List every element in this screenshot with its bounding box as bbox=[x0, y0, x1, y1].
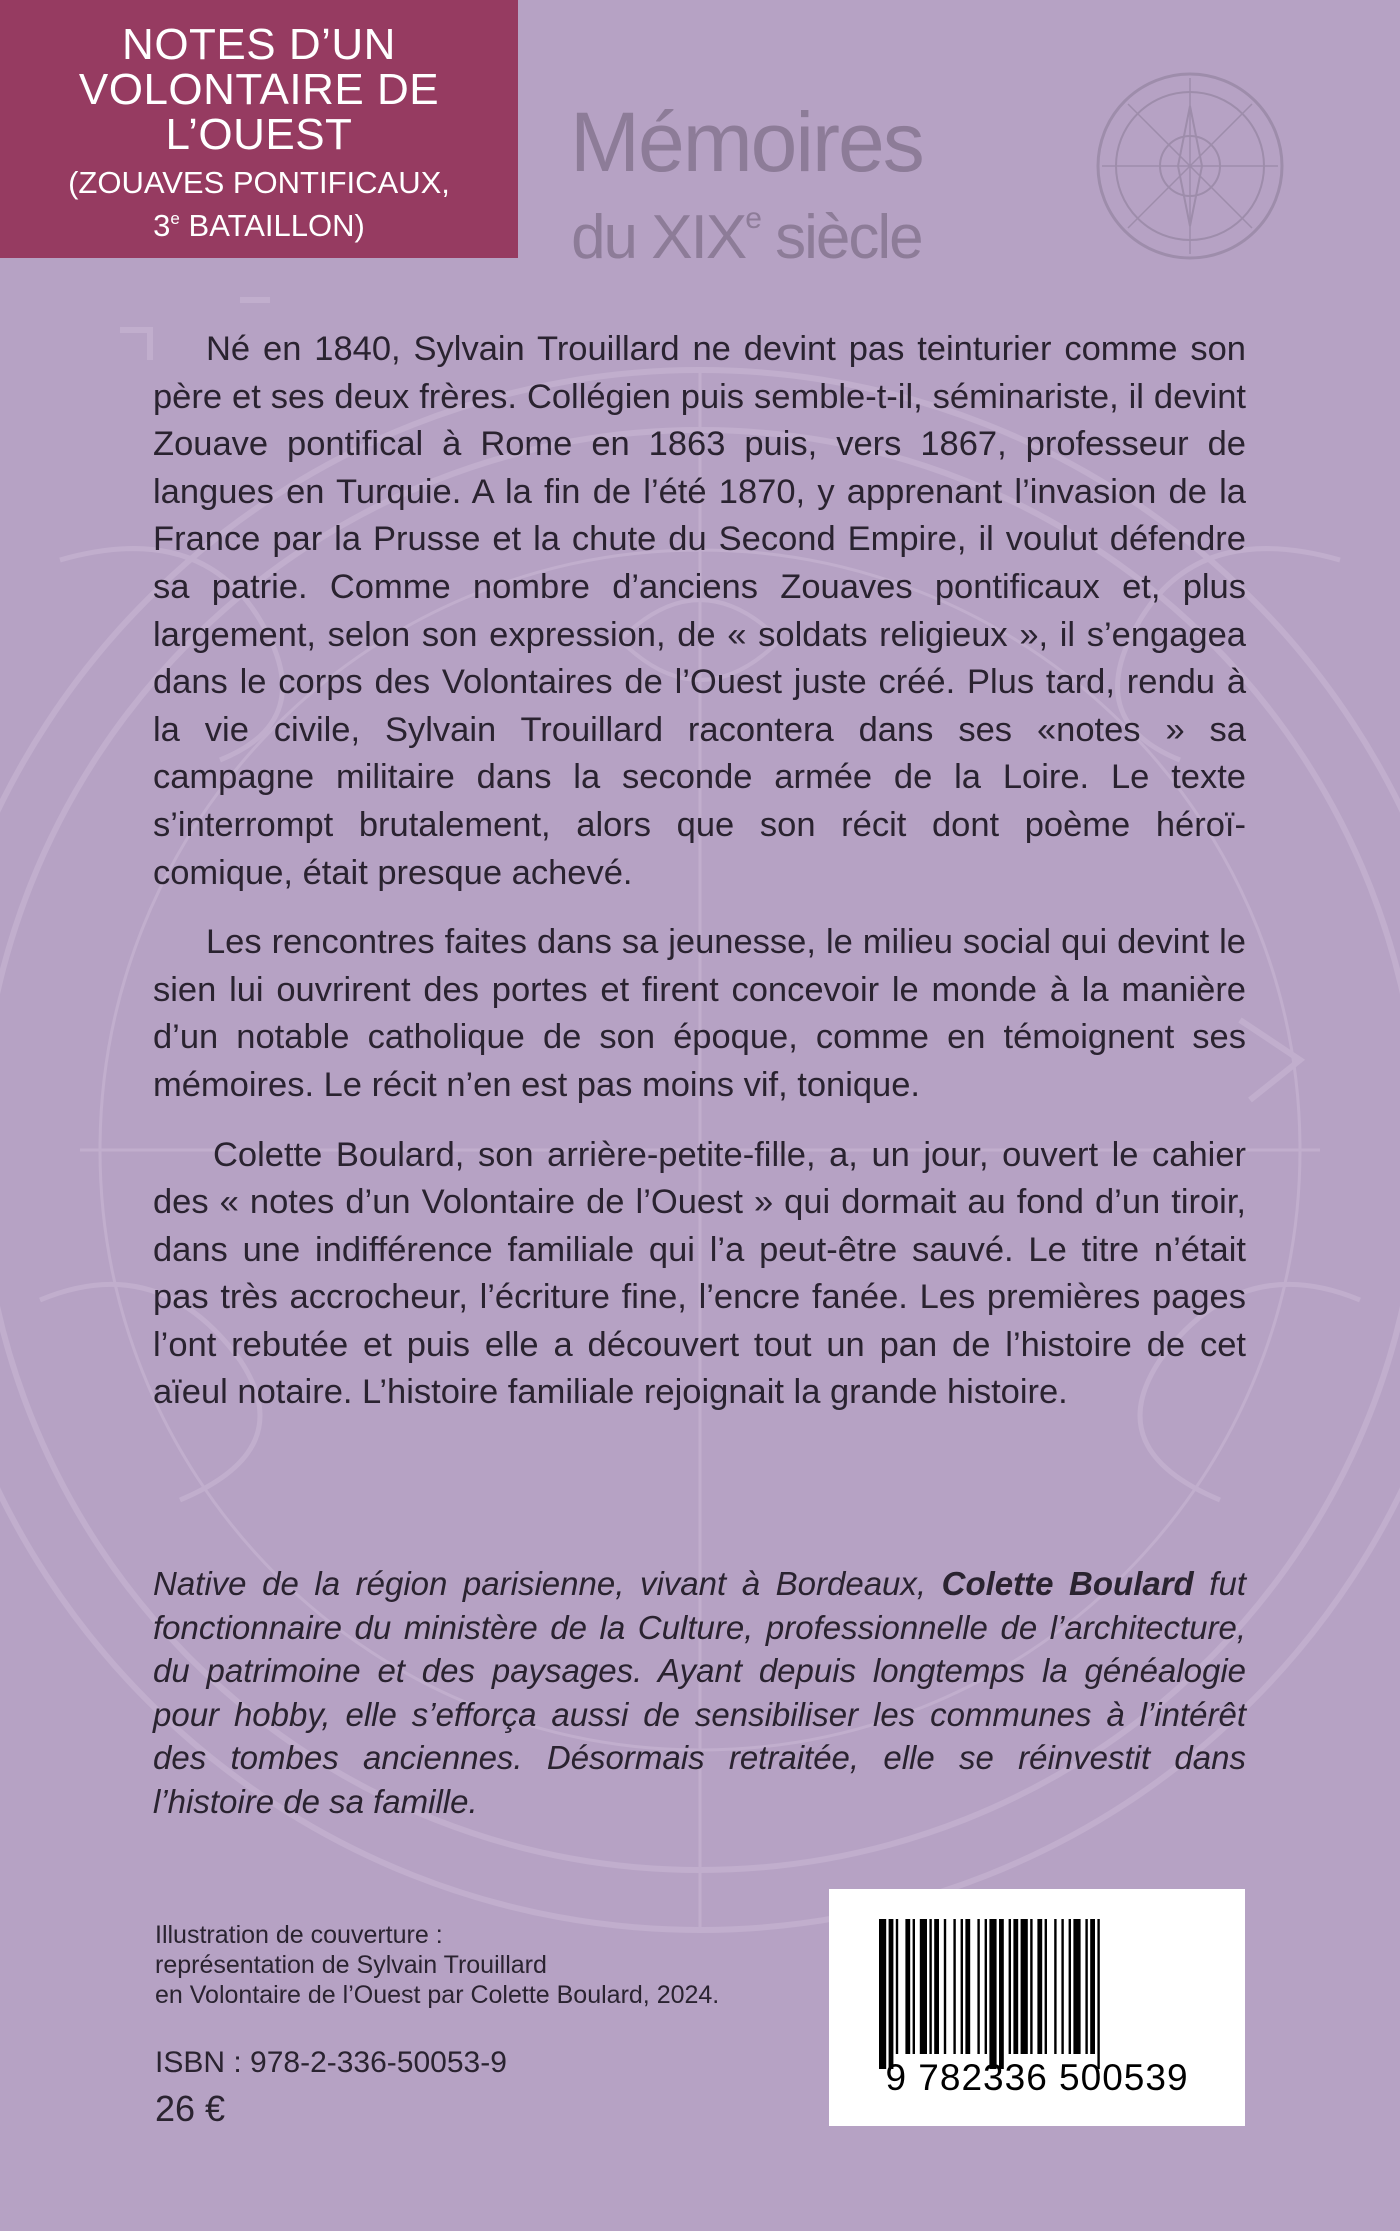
summary-paragraph-3: Colette Boulard, son arrière-petite-fille, a, un jour, ouvert le cahier des « notes d’un Volontaire de l’Ouest » qui dormait au fond d’un tiroir, dans une indifférence familiale qui l’a peut-être sauvé. Le titre n’était pas très accrocheur, l’écriture fine, l’encre fanée. Les premières pages l’ont rebutée et puis elle a découvert tout un pan de l’histoire de cet aïeul notaire. L’histoire familiale rejoignait la grande histoire. bbox=[153, 1135, 1246, 1412]
barcode-bar bbox=[1054, 1919, 1056, 2054]
barcode-bar bbox=[1073, 1919, 1080, 2054]
barcode-bar bbox=[1013, 1919, 1018, 2054]
barcode-bar bbox=[1090, 1919, 1095, 2054]
isbn: ISBN : 978-2-336-50053-9 bbox=[155, 2046, 507, 2079]
series-title bbox=[570, 95, 923, 273]
credits-line-1: Illustration de couverture : bbox=[155, 1921, 443, 1949]
barcode-bar bbox=[1061, 1919, 1063, 2054]
barcode-bar bbox=[999, 1919, 1004, 2069]
summary-paragraph-2: Les rencontres faites dans sa jeunesse, le milieu social qui devint le sien lui ouvrirent des portes et firent concevoir le monde à la manière d’un notable catholique de son époque, comme en témoignent ses mémoires. Le récit n’en est pas moins vif, tonique. bbox=[153, 923, 1246, 1104]
title-line-1: NOTES D’UN bbox=[122, 20, 396, 69]
bio-intro: Native de la région parisienne, vivant à Bordeaux, bbox=[153, 1565, 942, 1602]
barcode-bar bbox=[879, 1919, 886, 2069]
series-ordinal: e bbox=[745, 202, 760, 235]
credits-line-2: représentation de Sylvain Trouillard bbox=[155, 1951, 547, 1979]
barcode-bar bbox=[1037, 1919, 1042, 2054]
barcode-bar bbox=[1069, 1919, 1071, 2054]
barcode-bar bbox=[944, 1919, 946, 2054]
barcode-bar bbox=[929, 1919, 931, 2054]
title-line-2: VOLONTAIRE DE bbox=[78, 65, 440, 114]
barcode-bar bbox=[953, 1919, 955, 2054]
barcode-bar bbox=[1097, 1919, 1099, 2069]
barcode-bar bbox=[985, 1919, 987, 2054]
barcode-bar bbox=[905, 1919, 910, 2054]
cover-credits bbox=[155, 1920, 719, 2010]
price: 26 € bbox=[155, 2088, 226, 2129]
barcode-bar bbox=[913, 1919, 915, 2054]
barcode-bar bbox=[961, 1919, 963, 2054]
summary-paragraph-1: Né en 1840, Sylvain Trouillard ne devint pas teinturier comme son père et ses deux frères. Collégien puis semble-t-il, séminariste, il devint Zouave pontifical à Rome en 1863 puis, vers 1867, professeur de langues en Turquie. A la fin de l’été 1870, y apprenant l’invasion de la France par la Prusse et la chute du Second Empire, il voulut défendre sa patrie. Comme nombre d’anciens Zouaves pontificaux et, plus largement, selon son expression, de « soldats religieux », il s’engagea dans le corps des Volontaires de l’Ouest juste créé. Plus tard, rendu à la vie civile, Sylvain Trouillard racontera dans ses «notes » sa campagne militaire dans la seconde armée de la Loire. Le texte s’interrompt brutalement, alors que son récit dont poème héroï-comique, était presque achevé. bbox=[153, 330, 1246, 892]
series-line-2 bbox=[570, 184, 923, 273]
clock-compass-icon bbox=[1090, 66, 1290, 266]
barcode-bar bbox=[1021, 1919, 1028, 2054]
series-siecle: siècle bbox=[775, 203, 922, 272]
back-cover-summary bbox=[153, 326, 1246, 1417]
barcode-bar bbox=[889, 1919, 894, 2069]
author-name: Colette Boulard bbox=[941, 1565, 1194, 1602]
barcode-bar bbox=[1085, 1919, 1087, 2054]
barcode-bar bbox=[1009, 1919, 1011, 2054]
series-line-1: Mémoires bbox=[570, 95, 923, 189]
subtitle-line-1: (ZOUAVES PONTIFICAUX, bbox=[68, 165, 450, 200]
bio-details: fut fonctionnaire du ministère de la Culture, professionnelle de l’architecture, du patrimoine et des paysages. Ayant depuis longtemps la généalogie pour hobby, elle s’efforça aussi de sensibiliser les communes à l’intérêt des tombes anciennes. Désormais retraitée, elle se réinvestit dans l’histoire de sa famille. bbox=[153, 1565, 1246, 1820]
barcode-bar bbox=[896, 1919, 898, 2054]
subtitle-bataillon: BATAILLON) bbox=[188, 208, 365, 243]
barcode-bar bbox=[1030, 1919, 1032, 2054]
title-line-3: L’OUEST bbox=[165, 110, 353, 159]
author-bio bbox=[153, 1562, 1246, 1823]
title-box bbox=[0, 0, 518, 258]
barcode-bar bbox=[934, 1919, 939, 2054]
credits-line-3: en Volontaire de l’Ouest par Colette Boulard, 2024. bbox=[155, 1981, 720, 2009]
barcode-digits: 9 782336 500539 bbox=[885, 2057, 1189, 2098]
barcode bbox=[829, 1889, 1245, 2126]
subtitle bbox=[0, 165, 518, 244]
barcode-bar bbox=[920, 1919, 927, 2054]
subtitle-number: 3 bbox=[153, 208, 171, 243]
series-century: du XIX bbox=[571, 203, 746, 272]
barcode-bar bbox=[977, 1919, 979, 2054]
barcode-bar bbox=[965, 1919, 970, 2054]
barcode-bar bbox=[989, 1919, 996, 2069]
subtitle-ordinal: e bbox=[170, 209, 180, 228]
subtitle-line-2 bbox=[0, 201, 518, 244]
barcode-bar bbox=[1045, 1919, 1047, 2054]
